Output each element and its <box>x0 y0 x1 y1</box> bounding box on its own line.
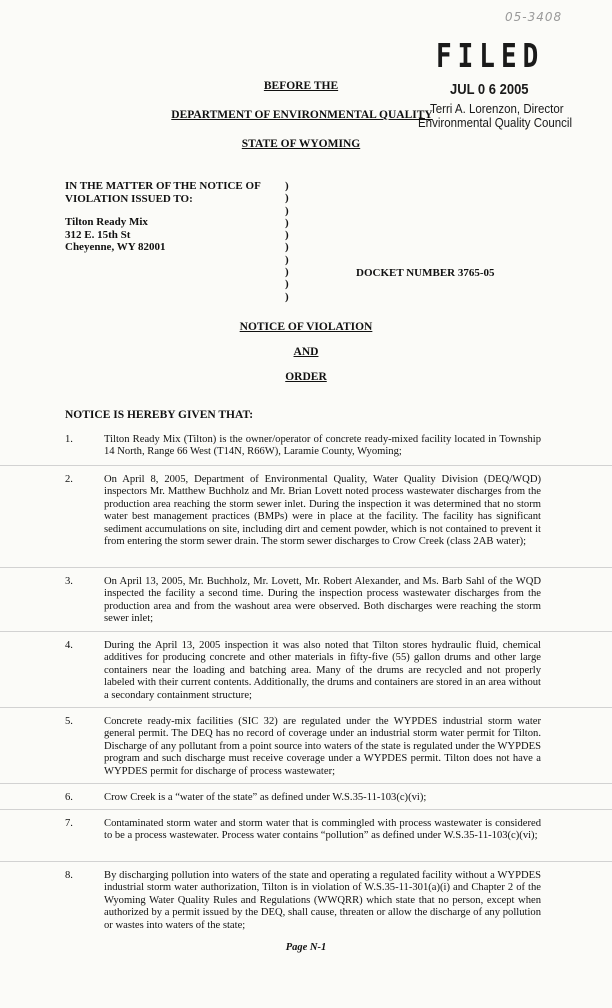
paragraph-number: 8. <box>65 870 73 881</box>
paragraph-number: 4. <box>65 640 73 651</box>
filed-stamp-council: Environmental Quality Council <box>418 117 573 131</box>
title-notice-of-violation: NOTICE OF VIOLATION <box>239 321 373 333</box>
paragraph-number: 1. <box>65 434 73 445</box>
paragraph-text: By discharging pollution into waters of the state and operating a regulated facility without a WYPDES industrial storm water authorization, Tilton is in violation of W.S.35-11-301(a)(i) and Chapter 2 of the Wyoming Water Quality Rules and Regulations (WWQRR) which state that no person, except when authorized by a permit issued by the DEQ, shall cause, threaten or allow the discharge of any pollution or wastes into waters of the state; <box>104 870 541 931</box>
paragraph-text: On April 8, 2005, Department of Environmental Quality, Water Quality Division (DEQ/WQD) inspectors Mr. Matthew Buchholz and Mr. Brian Lovett noted process wastewater discharges from the production area reaching the storm sewer inlet. During the inspection it was determined that no storm water best management practices (BMPs) were in place at the facility. The facility has significant sediment accumulations on site, including dirt and cement powder, which is not contained to prevent it from entering the storm sewer drain. The storm sewer discharges to Crow Creek (class 2AB water); <box>104 474 541 548</box>
divider <box>0 809 612 810</box>
divider <box>0 567 612 568</box>
divider <box>0 631 612 632</box>
divider <box>0 783 612 784</box>
header-department: DEPARTMENT OF ENVIRONMENTAL QUALITY <box>171 109 433 121</box>
title-order: ORDER <box>285 371 327 383</box>
caption-address2: Cheyenne, WY 82001 <box>65 241 166 253</box>
paragraph-number: 7. <box>65 818 73 829</box>
paragraph-number: 5. <box>65 716 73 727</box>
notice-heading: NOTICE IS HEREBY GIVEN THAT: <box>65 409 254 421</box>
paragraph-text: Crow Creek is a “water of the state” as defined under W.S.35-11-103(c)(vi); <box>104 792 427 803</box>
paragraph-number: 3. <box>65 576 73 587</box>
paragraph-text: During the April 13, 2005 inspection it was also noted that Tilton stores hydraulic fluid, chemical additives for producing concrete and other materials in fifty-five (55) gallon drums and other large containers near the loading and batching area. Many of the drums are recycled and not properly labeled with their current contents. Additionally, the drums and containers are stored in an area without a secondary containment structure; <box>104 640 541 701</box>
paragraph-text: Contaminated storm water and storm water that is commingled with process wastewater is considered to be a process wastewater. Process water contains “pollution” as defined under W.S.35-11-103(c)(vi); <box>104 818 541 842</box>
filed-stamp-date: JUL 0 6 2005 <box>450 80 529 98</box>
filed-stamp: FILED <box>436 38 545 76</box>
caption-parentheses: ) ) ) ) ) ) ) ) ) ) <box>285 180 289 303</box>
title-and: AND <box>293 346 319 358</box>
divider <box>0 707 612 708</box>
divider <box>0 861 612 862</box>
paragraph-text: Tilton Ready Mix (Tilton) is the owner/operator of concrete ready-mixed facility located in Township 14 North, Range 66 West (T14N, R66W), Laramie County, Wyoming; <box>104 434 541 458</box>
docket-number: DOCKET NUMBER 3765-05 <box>356 267 495 279</box>
caption-company: Tilton Ready Mix <box>65 216 148 228</box>
caption-matter-line2: VIOLATION ISSUED TO: <box>65 192 193 205</box>
paragraph-text: Concrete ready-mix facilities (SIC 32) are regulated under the WYPDES industrial storm water general permit. The DEQ has no record of coverage under an industrial storm water permit for Tilton. Discharge of any pollutant from a point source into waters of the state is regulated under the WYPDES program and such discharge must receive coverage under a WYPDES permit. Tilton does not have a WYPDES permit for discharge of process wastewater; <box>104 716 541 777</box>
paragraph-text: On April 13, 2005, Mr. Buchholz, Mr. Lovett, Mr. Robert Alexander, and Ms. Barb Sahl of the WQD inspected the facility a second time. During the inspection process wastewater discharges from the production area and from the washout area were observed. Both discharges were reaching the storm sewer inlet; <box>104 576 541 625</box>
paragraph-number: 2. <box>65 474 73 485</box>
filed-stamp-signer: Terri A. Lorenzon, Director <box>430 103 564 117</box>
handwritten-docket-number: 05-3408 <box>505 10 563 24</box>
page-footer: Page N-1 <box>285 942 327 953</box>
header-before-the: BEFORE THE <box>263 80 339 92</box>
caption-address1: 312 E. 15th St <box>65 228 131 241</box>
header-state: STATE OF WYOMING <box>241 138 361 150</box>
caption-matter-line1: IN THE MATTER OF THE NOTICE OF <box>65 180 261 192</box>
divider <box>0 465 612 466</box>
paragraph-number: 6. <box>65 792 73 803</box>
caption-block <box>65 180 261 254</box>
